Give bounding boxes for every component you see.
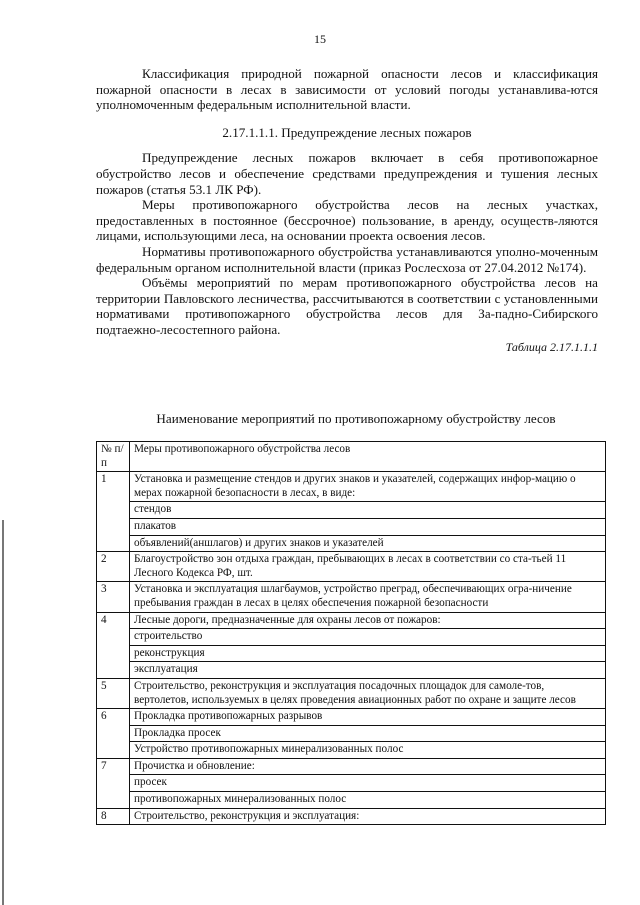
table-row (97, 742, 606, 759)
table-title: Наименование мероприятий по противопожарному обустройству лесов (156, 411, 556, 426)
table-cell: Строительство, реконструкция и эксплуатация посадочных площадок для самоле-тов, вертолетов, используемых в целях проведения авиационных работ по охране и защите лесов (130, 678, 606, 708)
table-cell: плакатов (130, 518, 606, 535)
table-row (97, 518, 606, 535)
table-cell: Установка и размещение стендов и других знаков и указателей, содержащих инфор-мацию о мерах пожарной безопасности в лесах, в виде: (130, 472, 606, 502)
section-heading: 2.17.1.1.1. Предупреждение лесных пожаров (222, 124, 472, 140)
measures-table (96, 441, 606, 825)
table-cell: Прокладка просек (130, 725, 606, 742)
paragraph-prevention: Предупреждение лесных пожаров включает в себя противопожарное обустройство лесов и обеспечение средствами предупреждения и тушения лесных пожаров (статья 53.1 ЛК РФ). (96, 150, 598, 197)
paragraph-classification: Классификация природной пожарной опасности лесов и классификация пожарной опасности в лесах в зависимости от условий погоды устанавлива-ются уполномоченным федеральным исполнительной власти. (96, 66, 598, 113)
table-row (97, 709, 606, 726)
table-cell: противопожарных минерализованных полос (130, 792, 606, 809)
header-num: № п/п (97, 442, 130, 472)
table-row (97, 582, 606, 612)
page-number: 15 (314, 32, 326, 46)
table-row (97, 535, 606, 552)
row-number: 4 (97, 612, 130, 678)
paragraph-norms: Нормативы противопожарного обустройства устанавливаются уполно-моченным федеральным органом исполнительной власти (приказ Рослесхоза от 27.04.2012 №174). (96, 243, 598, 275)
table-cell: Установка и эксплуатация шлагбаумов, устройство преград, обеспечивающих огра-ничение пребывания граждан в лесах в целях обеспечения пожарной безопасности (130, 582, 606, 612)
row-number: 5 (97, 678, 130, 708)
row-number: 3 (97, 582, 130, 612)
table-cell: реконструкция (130, 645, 606, 662)
table-row (97, 552, 606, 582)
table-row (97, 808, 606, 825)
table-row (97, 775, 606, 792)
table-cell: Прокладка противопожарных разрывов (130, 709, 606, 726)
scan-edge-line (2, 520, 4, 905)
table-row (97, 645, 606, 662)
table-cell: Лесные дороги, предназначенные для охраны лесов от пожаров: (130, 612, 606, 629)
row-number: 2 (97, 552, 130, 582)
table-cell: эксплуатация (130, 662, 606, 679)
table-row (97, 725, 606, 742)
table-header-row (97, 442, 606, 472)
row-number: 8 (97, 808, 130, 825)
table-cell: стендов (130, 502, 606, 519)
table-row (97, 472, 606, 502)
row-number: 7 (97, 758, 130, 808)
table-cell: Благоустройство зон отдыха граждан, пребывающих в лесах в соответствии со ста-тьей 11 Лесного Кодекса РФ, шт. (130, 552, 606, 582)
document-body (96, 66, 598, 355)
row-number: 6 (97, 709, 130, 759)
table-cell: Строительство, реконструкция и эксплуатация: (130, 808, 606, 825)
table-row (97, 792, 606, 809)
paragraph-volumes: Объёмы мероприятий по мерам противопожарного обустройства лесов на территории Павловского лесничества, рассчитываются в соответствии с установленными нормативами противопожарного обустройства лесов для За-падно-Сибирского подтаежно-лесостепного района. (96, 275, 598, 337)
table-row (97, 502, 606, 519)
table-row (97, 662, 606, 679)
table-cell: Прочистка и обновление: (130, 758, 606, 775)
table-row (97, 612, 606, 629)
table-caption: Таблица 2.17.1.1.1 (505, 339, 598, 354)
table-row (97, 629, 606, 646)
header-measure: Меры противопожарного обустройства лесов (130, 442, 606, 472)
table-row (97, 758, 606, 775)
table-cell: Устройство противопожарных минерализованных полос (130, 742, 606, 759)
paragraph-measures: Меры противопожарного обустройства лесов на лесных участках, предоставленных в постоянное (бессрочное) пользование, в аренду, осуществ-ляются лицами, использующими леса, на основании проекта освоения лесов. (96, 197, 598, 244)
table-cell: просек (130, 775, 606, 792)
row-number: 1 (97, 472, 130, 552)
table-cell: строительство (130, 629, 606, 646)
table-row (97, 678, 606, 708)
table-cell: объявлений(аншлагов) и других знаков и указателей (130, 535, 606, 552)
